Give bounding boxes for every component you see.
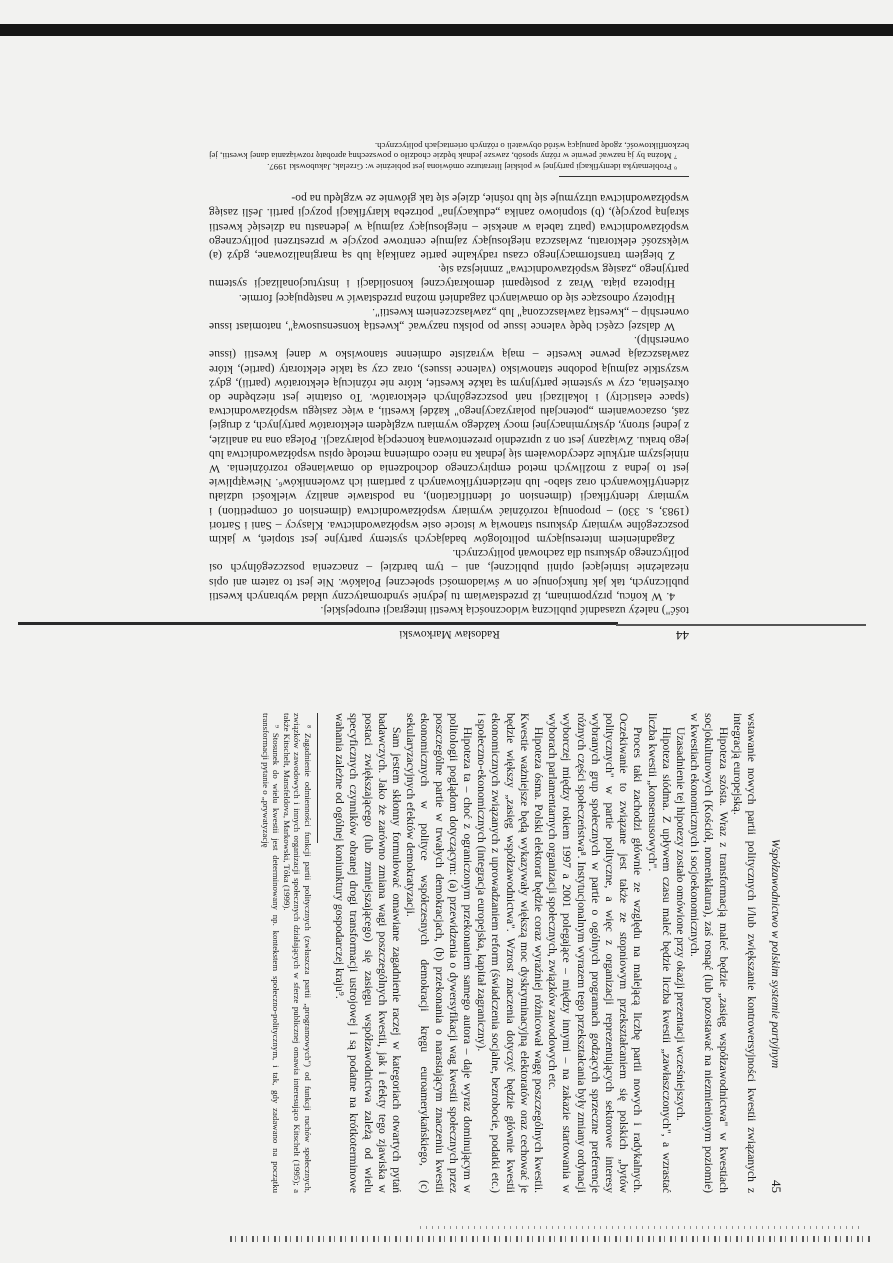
footnote: ⁹ Stosunek do wielu kwestii jest determinowany np. kontekstem społeczno-politycznym, i tak, gdy zadawano na początku transformacji pytanie o „prywatyzację <box>260 713 282 1193</box>
footnote-rule <box>559 176 689 177</box>
page-number: 44 <box>676 628 689 643</box>
footnote: ⁷ Można by ją nazwać pewnie w różny sposób, zawsze jednak będzie chodziło o powszechną aprobatę rozwiązania danej kwestii, jej bezkonfliktowość, zgodę panującą wśród obywateli o różnych orientacjach politycznych. <box>209 140 689 162</box>
footnotes <box>260 713 322 1193</box>
paragraph: wstawanie nowych partii politycznych i/lub zwiększanie kontrowersyjności kwestii związanych z integracją europejską. <box>730 713 758 1193</box>
running-header <box>768 713 784 1193</box>
hypothesis-paragraph: Hipoteza ósma. Polski elektorat będzie coraz wyraźniej różnicował wagę poszczególnych kwestii. Kwestie ważniejsze będą wykazywały większą moc dyskryminacyjną elektoratów oraz cechować je będzie większy „zasięg współzawodnictwa". Wzrost znaczenia dotyczyć będzie głównie kwestii ekonomicznych związanych z uprowadzaniem reform (świadczenia socjalne, bezrobocie, podatki etc.) i społeczno-ekonomicznych (integracja europejska, kapitał zagraniczny). <box>475 713 545 1193</box>
page-45 <box>114 713 784 1193</box>
paragraph: Hipotezy odnoszące się do omawianych zagadnień można przedstawić w następującej formie. <box>238 291 675 305</box>
footnote-rule <box>317 713 318 843</box>
paragraph: 4. W końcu, przypominam, iż przedstawiam tu jedynie syndromatyczny układ wybranych kwestii publicznych, tak jak funkcjonuje on w świadomości społecznej Polaków. Nie jest to zatem ani opis niezależnie istniejącej opinii publicznej, ani – tym bardziej – znaczenia poszczególnych osi politycznego dyskursu dla zachowań politycznych. <box>209 547 689 603</box>
paragraph: W dalszej części będę valence issue po polsku nazywać „kwestią konsensusową", natomiast issue ownership – „kwestią zawłaszczoną" lub „zawłaszczeniem kwestii". <box>209 305 689 333</box>
paragraph: Proces taki zachodzi głównie ze względu na malejącą liczbę partii nowych i radykalnych. Oczekiwanie to związane jest także ze stopniowym przekształcaniem się polskich „bytów politycznych" w partie polityczne, a więc z organizacji reprezentujących sektorowe interesy wybranych grup społecznych w partie o ogólnych programach godzących sprzeczne preferencje różnych części społeczeństwa⁸. Instytucjonalnym wyrazem tego przekształcania były zmiany ordynacji wyborczej między rokiem 1997 a 2001 polegające – między innymi – na zakazie startowania w wyborach parlamentarnych organizacji społecznych, związków zawodowych etc. <box>546 713 645 1193</box>
paragraph: Z biegiem transformacyjnego czasu radykalne partie zanikają lub są marginalizowane, gdyż (a) większość elektoratu, zwłaszcza niegłosujący zajmuje centrowe pozycje w przestrzeni politycznego współzawodnictwa (patrz tabela w aneksie – niegłosujący zajmują w jedenastu na dziesięć kwestii skrajną pozycję), (b) stopniowo zanika „edukacyjna" potrzeba klaryfikacji pozycji partii. Jeśli zasięg współzawodnictwa utrzymuje się lub rośnie, dzieje się tak głównie ze względu na po- <box>209 192 689 262</box>
hypothesis-paragraph: Hipoteza piąta. Wraz z postępami demokratycznej konsolidacji i instytucjonalizacji systemu partyjnego „zasięg współzawodnictwa" zmniejsza się. <box>209 263 689 291</box>
page-divider <box>616 624 866 626</box>
running-header <box>209 627 689 643</box>
paragraph: tość") należy uzasadnić publiczną widocznością kwestii integracji europejskiej. <box>320 604 689 617</box>
hypothesis-paragraph: Hipoteza szósta. Wraz z transformacją maleć będzie „zasięg współzawodnictwa" w kwestiach socjokulturowych (Kościół, nomenklatura), zaś rosnąć (lub pozostawać na niezmienionym poziomie) w kwestiach ekonomicznych i socjoekonomicznych. <box>688 713 730 1193</box>
page-divider <box>18 622 618 625</box>
page-number: 45 <box>769 1180 784 1193</box>
paragraph: Sam jestem skłonny formułować omawiane zagadnienie raczej w kategoriach otwartych pytań badawczych. Jako że zarówno zmiana wagi poszczególnych kwestii, jak i efekty tego zjawiska w postaci zwiększającego (lub zmniejszającego) się zasięgu współzawodnictwa zależą od wielu specyficznych czynników obranej drogi transformacji ustrojowej i są podatne na krótkoterminowe wahania zależne od ogólnej koniunktury gospodarczej kraju⁹. <box>333 713 403 1193</box>
scan-artifact <box>420 1226 860 1229</box>
running-head-title: Współzawodnictwo w polskim systemie partyjnym <box>769 838 781 1069</box>
paragraph: Zagadnieniem interesującym politologów badających systemy partyjne jest stopień, w jakim poszczególne wymiary dyskursu stanowią w istocie osie współzawodnictwa. Klasycy – Sani i Sartori (1983, s. 330) – proponują rozróżniać wymiary współzawodnictwa (dimension of competition) i wymiary identyfikacji (dimension of identification), na podstawie analizy wielkości udziału zidentyfikowanych oraz słabo- lub niezidentyfikowanych z partiami ich zwolenników⁶. Niewątpliwie jest to jedna z możliwych metod empirycznego dochodzenia do omawianego rozróżnienia. W niniejszym artykule zdecydowałem się jednak na nieco odmienną metodę opisu współzawodnictwa lub jego braku. Związany jest on z uprzednio prezentowaną koncepcją polaryzacji. Polega ona na analizie, z jednej strony, dyskryminacyjnej mocy każdego wymiaru względem elektoratów partyjnych, z drugiej zaś, oszacowaniem „potencjału polaryzacyjnego" każdej kwestii, a więc zasięgu współzawodnictwa (space elasticity) i lokalizacji nań poszczególnych elektoratów. To ostatnie jest niezbędne do określenia, czy w systemie partyjnym są także kwestie, które nie różnicują elektoratów (partii), gdyż wszystkie zajmują podobne stanowisko (valence issues), oraz czy są takie elektoraty (partie), które zawłaszczają pewne kwestie – mają wyraziste odmienne stanowisko w danej kwestii (issue ownership). <box>209 334 689 546</box>
scan-artifact <box>230 1236 870 1242</box>
footnote: ⁸ Zagadnienie odmienności funkcji partii politycznych (zwłaszcza partii „programowych") od funkcji ruchów społecznych, związków zawodowych i innych organizacji społecznych działających w sferze publicznej omawia interesująco Kitschelt (1995); a także Kitschelt, Mansfeldova, Markowski, Tóka (1999). <box>281 713 313 1193</box>
running-head-author: Radosław Markowski <box>399 628 500 640</box>
footnote: ⁶ Problematyka identyfikacji partyjnej w polskiej literaturze omówiona jest pobieżnie w: Grzelak, Jakubowski 1997. <box>267 161 677 172</box>
hypothesis-paragraph: Hipoteza siódma. Z upływem czasu maleć będzie liczba kwestii „zawłaszczonych", a wzrastać liczba kwestii „konsensusowych". <box>645 713 673 1193</box>
paragraph: Uzasadnienie tej hipotezy zostało omówione przy okazji prezentacji wcześniejszych. <box>673 727 687 1121</box>
paragraph: Hipoteza ta – choć z ograniczonym przekonaniem samego autora – daje wyraz dominującym w politologii poglądom dotyczącym: (a) przewidzenia o dywersyfikacji wag kwestii społecznych przez poszczególne partie w trwałych demokracjach, (b) przekonania o narastającym znaczeniu kwestii ekonomicznych w polityce współczesnych demokracji kręgu euroamerykańskiego, (c) sekularyzacyjnych efektów demokratyzacji. <box>404 713 474 1193</box>
footnotes <box>209 140 689 181</box>
page-44 <box>209 0 689 643</box>
